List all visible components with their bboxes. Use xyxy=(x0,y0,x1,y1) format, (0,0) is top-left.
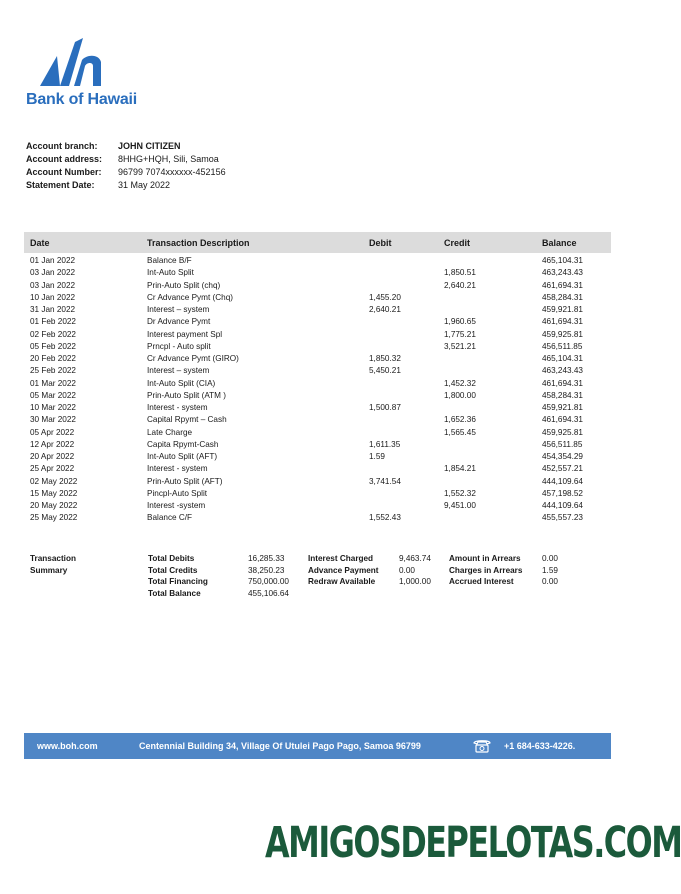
cell-balance: 444,109.64 xyxy=(542,501,583,510)
cell-desc: Interest -system xyxy=(147,501,206,510)
table-row xyxy=(24,500,611,512)
total-debits-value: 16,285.33 xyxy=(248,554,285,563)
cell-credit: 1,854.21 xyxy=(444,464,476,474)
cell-balance: 463,243.43 xyxy=(542,366,583,376)
account-address-label: Account address: xyxy=(26,154,103,164)
cell-date: 10 Mar 2022 xyxy=(30,403,76,412)
transaction-table-body xyxy=(24,255,611,525)
total-credits-label: Total Credits xyxy=(148,565,198,575)
cell-debit: 1,611.35 xyxy=(369,439,401,449)
cell-desc: Interest - system xyxy=(147,403,208,412)
cell-debit: 5,450.21 xyxy=(369,366,401,376)
cell-balance: 455,557.23 xyxy=(542,513,583,523)
cell-date: 20 Feb 2022 xyxy=(30,354,76,363)
table-row xyxy=(24,353,611,365)
cell-balance: 456,511.85 xyxy=(542,341,583,351)
account-number-value: 96799 7074xxxxxx-452156 xyxy=(118,167,226,177)
statement-date-value: 31 May 2022 xyxy=(118,180,171,190)
cell-date: 15 May 2022 xyxy=(30,488,78,498)
cell-desc: Prin-Auto Split (chq) xyxy=(147,280,221,290)
bank-logo-mark-icon xyxy=(27,38,121,88)
interest-charged-label: Interest Charged xyxy=(308,554,374,563)
advance-payment-label: Advance Payment xyxy=(308,565,379,575)
account-address-value: 8HHG+HQH, Sili, Samoa xyxy=(118,154,219,164)
cell-debit: 1,850.32 xyxy=(369,354,401,363)
cell-desc: Dr Advance Pymt xyxy=(147,317,211,327)
redraw-available-label: Redraw Available xyxy=(308,577,376,586)
summary-label-line1: Transaction xyxy=(30,554,76,563)
table-row xyxy=(24,304,611,316)
table-row xyxy=(24,316,611,328)
table-row xyxy=(24,414,611,426)
cell-balance: 461,694.31 xyxy=(542,280,583,290)
cell-balance: 459,921.81 xyxy=(542,305,583,314)
cell-date: 20 May 2022 xyxy=(30,501,78,510)
cell-date: 03 Jan 2022 xyxy=(30,268,76,278)
telephone-icon xyxy=(472,738,492,753)
redraw-available-value: 1,000.00 xyxy=(399,577,431,586)
table-row xyxy=(24,402,611,414)
account-address-row xyxy=(26,153,226,166)
bank-logo xyxy=(27,38,121,88)
cell-credit: 9,451.00 xyxy=(444,501,476,510)
cell-credit: 1,960.65 xyxy=(444,317,476,327)
charges-arrears-value: 1.59 xyxy=(542,565,558,575)
cell-desc: Balance C/F xyxy=(147,513,193,523)
cell-date: 02 Feb 2022 xyxy=(30,329,76,339)
header-date: Date xyxy=(30,238,50,248)
cell-desc: Interest payment Spl xyxy=(147,329,223,339)
account-branch-row xyxy=(26,140,226,153)
cell-date: 20 Apr 2022 xyxy=(30,452,75,461)
cell-date: 25 Feb 2022 xyxy=(30,366,76,376)
cell-balance: 463,243.43 xyxy=(542,268,583,278)
cell-desc: Cr Advance Pymt (GIRO) xyxy=(147,354,239,363)
cell-date: 31 Jan 2022 xyxy=(30,305,76,314)
cell-date: 05 Apr 2022 xyxy=(30,427,75,437)
cell-desc: Late Charge xyxy=(147,427,193,437)
statement-date-label: Statement Date: xyxy=(26,180,95,190)
table-row xyxy=(24,390,611,402)
cell-desc: Int-Auto Split (AFT) xyxy=(147,452,218,461)
cell-desc: Balance B/F xyxy=(147,256,192,265)
account-branch-value: JOHN CITIZEN xyxy=(118,141,181,151)
bank-name: Bank of Hawaii xyxy=(26,91,138,108)
cell-credit: 3,521.21 xyxy=(444,341,476,351)
cell-balance: 461,694.31 xyxy=(542,378,583,388)
table-row xyxy=(24,427,611,439)
cell-date: 30 Mar 2022 xyxy=(30,415,76,425)
table-row xyxy=(24,280,611,292)
cell-credit: 1,850.51 xyxy=(444,268,476,278)
table-row xyxy=(24,378,611,390)
watermark-text: AMIGOSDEPELOTAS.COM xyxy=(265,818,681,868)
cell-balance: 454,354.29 xyxy=(542,452,583,461)
cell-balance: 456,511.85 xyxy=(542,439,583,449)
cell-desc: Capita Rpymt-Cash xyxy=(147,439,219,449)
cell-debit: 1,500.87 xyxy=(369,403,401,412)
account-details xyxy=(26,140,226,192)
cell-date: 10 Jan 2022 xyxy=(30,292,76,302)
header-debit: Debit xyxy=(369,238,392,248)
account-branch-label: Account branch: xyxy=(26,141,98,151)
table-row xyxy=(24,488,611,500)
cell-desc: Int-Auto Split (CIA) xyxy=(147,378,216,388)
footer-bar xyxy=(24,733,611,759)
footer-address: Centennial Building 34, Village Of Utulei Pago Pago, Samoa 96799 xyxy=(139,741,421,751)
table-row xyxy=(24,365,611,377)
cell-desc: Cr Advance Pymt (Chq) xyxy=(147,292,233,302)
cell-date: 02 May 2022 xyxy=(30,476,78,486)
cell-debit: 2,640.21 xyxy=(369,305,401,314)
table-row xyxy=(24,267,611,279)
interest-charged-value: 9,463.74 xyxy=(399,554,431,563)
cell-credit: 1,452.32 xyxy=(444,378,476,388)
table-row xyxy=(24,463,611,475)
total-balance-label: Total Balance xyxy=(148,588,201,598)
cell-date: 25 May 2022 xyxy=(30,513,78,523)
cell-date: 01 Mar 2022 xyxy=(30,378,76,388)
cell-credit: 1,552.32 xyxy=(444,488,476,498)
cell-desc: Interest – system xyxy=(147,366,210,376)
table-row xyxy=(24,292,611,304)
amount-arrears-value: 0.00 xyxy=(542,554,558,563)
charges-arrears-label: Charges in Arrears xyxy=(449,565,523,575)
table-row xyxy=(24,255,611,267)
summary-label-line2: Summary xyxy=(30,565,68,575)
cell-credit: 1,652.36 xyxy=(444,415,476,425)
total-debits-label: Total Debits xyxy=(148,554,195,563)
total-financing-label: Total Financing xyxy=(148,577,208,586)
cell-desc: Capital Rpymt – Cash xyxy=(147,415,227,425)
cell-credit: 1,800.00 xyxy=(444,390,476,400)
account-number-label: Account Number: xyxy=(26,167,102,177)
cell-desc: Interest - system xyxy=(147,464,208,474)
cell-balance: 458,284.31 xyxy=(542,292,583,302)
cell-desc: Pincpl-Auto Split xyxy=(147,488,208,498)
accrued-interest-label: Accrued Interest xyxy=(449,577,514,586)
cell-desc: Prncpl - Auto split xyxy=(147,341,211,351)
header-balance: Balance xyxy=(542,238,577,248)
cell-debit: 1,552.43 xyxy=(369,513,401,523)
footer-phone[interactable]: +1 684-633-4226. xyxy=(504,741,576,751)
cell-balance: 465,104.31 xyxy=(542,354,583,363)
cell-credit: 1,565.45 xyxy=(444,427,476,437)
cell-date: 05 Feb 2022 xyxy=(30,341,76,351)
transaction-table-header xyxy=(24,232,611,253)
cell-balance: 457,198.52 xyxy=(542,488,583,498)
table-row xyxy=(24,439,611,451)
cell-balance: 459,925.81 xyxy=(542,427,583,437)
amount-arrears-label: Amount in Arrears xyxy=(449,554,521,563)
header-description: Transaction Description xyxy=(147,238,250,248)
header-credit: Credit xyxy=(444,238,471,248)
footer-website[interactable]: www.boh.com xyxy=(37,741,98,751)
cell-balance: 452,557.21 xyxy=(542,464,583,474)
cell-balance: 465,104.31 xyxy=(542,256,583,265)
cell-balance: 459,925.81 xyxy=(542,329,583,339)
cell-debit: 1,455.20 xyxy=(369,292,401,302)
total-financing-value: 750,000.00 xyxy=(248,577,289,586)
cell-date: 25 Apr 2022 xyxy=(30,464,75,474)
cell-credit: 2,640.21 xyxy=(444,280,476,290)
cell-desc: Interest – system xyxy=(147,305,210,314)
table-row xyxy=(24,451,611,463)
cell-credit: 1,775.21 xyxy=(444,329,476,339)
cell-balance: 459,921.81 xyxy=(542,403,583,412)
cell-desc: Int-Auto Split xyxy=(147,268,194,278)
cell-balance: 461,694.31 xyxy=(542,317,583,327)
accrued-interest-value: 0.00 xyxy=(542,577,558,586)
advance-payment-value: 0.00 xyxy=(399,565,415,575)
cell-debit: 1.59 xyxy=(369,452,385,461)
statement-date-row xyxy=(26,179,226,192)
table-row xyxy=(24,341,611,353)
table-row xyxy=(24,329,611,341)
cell-date: 01 Jan 2022 xyxy=(30,256,76,265)
cell-date: 03 Jan 2022 xyxy=(30,280,76,290)
total-balance-value: 455,106.64 xyxy=(248,588,289,598)
cell-desc: Prin-Auto Split (ATM ) xyxy=(147,390,227,400)
cell-balance: 461,694.31 xyxy=(542,415,583,425)
cell-balance: 444,109.64 xyxy=(542,476,583,486)
table-row xyxy=(24,476,611,488)
cell-balance: 458,284.31 xyxy=(542,390,583,400)
total-credits-value: 38,250.23 xyxy=(248,565,285,575)
table-row xyxy=(24,512,611,524)
cell-date: 05 Mar 2022 xyxy=(30,390,76,400)
cell-desc: Prin-Auto Split (AFT) xyxy=(147,476,223,486)
account-number-row xyxy=(26,166,226,179)
cell-date: 12 Apr 2022 xyxy=(30,439,75,449)
cell-date: 01 Feb 2022 xyxy=(30,317,76,327)
cell-debit: 3,741.54 xyxy=(369,476,401,486)
